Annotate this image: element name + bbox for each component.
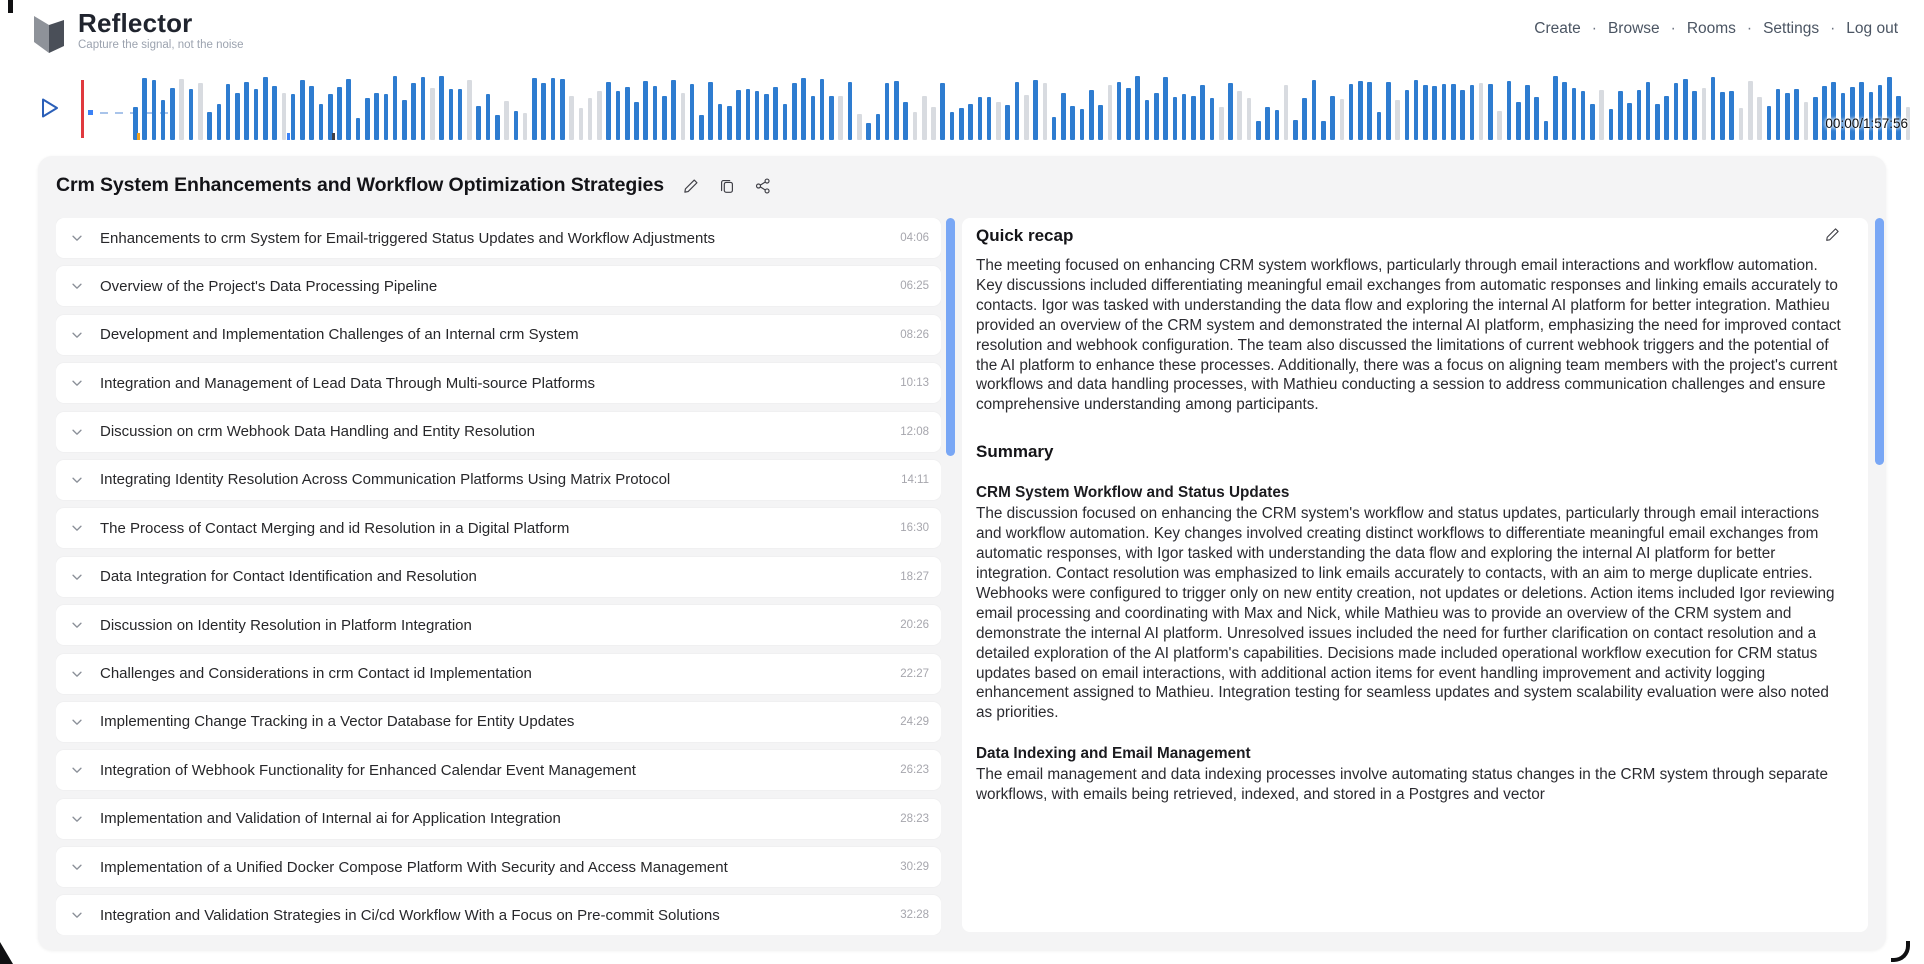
chevron-down-icon[interactable] — [70, 231, 84, 245]
waveform-bar — [1377, 112, 1382, 140]
waveform-bar — [1664, 96, 1669, 140]
waveform-bar — [1794, 89, 1799, 140]
topic-timestamp: 10:13 — [900, 377, 929, 390]
quick-recap-text: The meeting focused on enhancing CRM system workflows, particularly through email interactions and workflow automation. Key discussions included differentiating meaningful email exchanges from automatic responses and linking emails accurately to contacts. Igor was tasked with understanding the data flow and exploring the internal AI platform for better integration. Mathieu provided an overview of the CRM system and demonstrated the internal AI platform, emphasizing the need for improved contact resolution and webhook configuration. The team also discussed the limitations of current webhook triggers and the potential of the AI platform to enhance these processes. Additionally, there was a focus on aligning team members with the project's current workflows and data handling processes, with Mathieu conducting a session to address communication challenges and ensure comprehensive understanding among participants. — [976, 257, 1841, 414]
topic-timestamp: 18:27 — [900, 570, 929, 583]
chevron-down-icon[interactable] — [70, 763, 84, 777]
app-header — [28, 8, 244, 56]
waveform-bar — [1804, 102, 1809, 140]
waveform-bar — [282, 93, 287, 140]
waveform-bar — [1711, 77, 1716, 140]
waveform-bar — [1265, 107, 1270, 140]
summary-sections — [976, 484, 1842, 805]
waveform-bar — [254, 89, 259, 140]
waveform-bar — [931, 107, 936, 140]
waveform-bar — [616, 91, 621, 140]
waveform-bar — [1108, 85, 1113, 140]
app-name: Reflector — [78, 8, 193, 38]
waveform-bar — [959, 108, 964, 140]
waveform-bar — [894, 81, 899, 140]
topic-row[interactable] — [56, 605, 941, 645]
meeting-title: Crm System Enhancements and Workflow Optimization Strategies — [56, 174, 665, 196]
waveform-bar — [968, 104, 973, 140]
waveform-bar — [718, 104, 723, 140]
topic-label: Data Integration for Contact Identification and Resolution — [100, 568, 477, 586]
waveform-bar — [653, 86, 658, 140]
topic-row[interactable] — [56, 508, 941, 548]
waveform-bar — [569, 96, 574, 140]
waveform-bar — [634, 102, 639, 140]
waveform-bar — [1237, 91, 1242, 140]
waveform-bar — [838, 96, 843, 140]
waveform-bar — [671, 80, 676, 140]
waveform-bar — [1414, 80, 1419, 140]
main-nav — [1534, 20, 1898, 38]
waveform-bar — [940, 83, 945, 140]
waveform-bar — [226, 84, 231, 140]
summary-section — [976, 745, 1842, 805]
waveform-bar — [1562, 82, 1567, 140]
nav-link-settings[interactable]: Settings — [1763, 20, 1820, 37]
share-icon[interactable] — [754, 177, 772, 195]
waveform-bar — [792, 83, 797, 140]
waveform-bar — [1275, 110, 1280, 140]
waveform-bar — [1507, 81, 1512, 140]
topic-row[interactable] — [56, 750, 941, 790]
topic-label: Integration of Webhook Functionality for Enhanced Calendar Event Management — [100, 761, 636, 779]
topic-marker — [137, 133, 140, 140]
waveform-bar — [1553, 76, 1558, 140]
waveform-bar — [1720, 92, 1725, 140]
topic-timestamp: 06:25 — [900, 280, 929, 293]
waveform-bar — [1163, 77, 1168, 140]
waveform-bar — [950, 112, 955, 140]
waveform-bar — [764, 94, 769, 140]
waveform-bar — [1767, 106, 1772, 140]
waveform-bar — [1581, 91, 1586, 140]
topic-timestamp: 14:11 — [901, 473, 929, 486]
app-tagline: Capture the signal, not the noise — [78, 39, 244, 51]
waveform-bar — [662, 96, 667, 140]
waveform-bar — [346, 79, 351, 140]
waveform-bar — [272, 86, 277, 140]
waveform-bar — [1831, 82, 1836, 140]
waveform-bar — [1219, 107, 1224, 140]
waveform-bar — [1599, 90, 1604, 140]
waveform-bar — [449, 89, 454, 140]
waveform-bar — [643, 81, 648, 140]
waveform-bar — [996, 102, 1001, 140]
chevron-down-icon[interactable] — [70, 425, 84, 439]
waveform-bar — [1358, 81, 1363, 140]
chevron-down-icon[interactable] — [70, 812, 84, 826]
waveform-bar — [1405, 90, 1410, 140]
waveform-bar — [421, 77, 426, 140]
topic-timestamp: 16:30 — [900, 522, 929, 535]
waveform-bar — [876, 114, 881, 140]
waveform-bar — [1302, 98, 1307, 140]
waveform-bar — [681, 93, 686, 140]
waveform-bar — [1321, 121, 1326, 140]
waveform-bar — [1674, 83, 1679, 140]
topic-label: Overview of the Project's Data Processing Pipeline — [100, 277, 438, 295]
play-icon — [36, 109, 62, 124]
waveform-bar — [365, 98, 370, 140]
waveform-bar — [1340, 99, 1345, 140]
waveform-bar — [1293, 120, 1298, 140]
topic-label: The Process of Contact Merging and id Resolution in a Digital Platform — [100, 519, 570, 537]
waveform-bar — [1312, 80, 1317, 140]
quick-recap-title: Quick recap — [976, 226, 1074, 245]
waveform-bar — [987, 97, 992, 140]
audio-player — [0, 74, 1924, 146]
chevron-down-icon[interactable] — [70, 279, 84, 293]
meeting-title-row — [56, 174, 772, 197]
nav-separator: · — [1746, 20, 1753, 37]
waveform-bar — [1655, 104, 1660, 140]
waveform-bar — [170, 88, 175, 140]
waveform-bar — [179, 79, 184, 140]
waveform-bar — [922, 96, 927, 140]
topic-label: Implementing Change Tracking in a Vector Database for Entity Updates — [100, 713, 575, 731]
topic-label: Challenges and Considerations in crm Contact id Implementation — [100, 665, 532, 683]
waveform-bar — [1145, 100, 1150, 140]
waveform-bar — [504, 101, 509, 140]
topic-label: Discussion on crm Webhook Data Handling and Entity Resolution — [100, 423, 535, 441]
waveform-bar — [1126, 88, 1131, 140]
waveform-bar — [1525, 85, 1530, 140]
waveform-bar — [1451, 84, 1456, 140]
topic-list — [56, 218, 941, 935]
topic-row[interactable] — [56, 847, 941, 887]
waveform-bar — [773, 87, 778, 140]
waveform-bar — [411, 83, 416, 140]
waveform[interactable] — [133, 76, 1910, 140]
waveform-bar — [152, 80, 157, 140]
waveform-bar — [606, 82, 611, 140]
waveform-bar — [374, 93, 379, 140]
time-display: 00:00/1:57:56 — [1825, 116, 1908, 131]
waveform-bar — [439, 76, 444, 140]
waveform-bar — [1497, 111, 1502, 140]
waveform-bar — [1544, 121, 1549, 140]
topic-row[interactable] — [56, 460, 941, 500]
waveform-bar — [736, 90, 741, 140]
waveform-bar — [244, 82, 249, 140]
waveform-start-dot — [88, 110, 93, 115]
waveform-bar — [1776, 89, 1781, 140]
waveform-bar — [1367, 82, 1372, 140]
nav-separator: · — [1830, 20, 1836, 37]
meeting-card — [38, 156, 1886, 950]
waveform-bar — [1813, 97, 1818, 140]
topic-timestamp: 12:08 — [900, 425, 929, 438]
waveform-bar — [829, 96, 834, 140]
waveform-bar — [1284, 85, 1289, 140]
waveform-bar — [300, 80, 305, 140]
waveform-bar — [1191, 96, 1196, 140]
waveform-bar — [588, 98, 593, 140]
chevron-down-icon[interactable] — [70, 328, 84, 342]
nav-separator: · — [1591, 20, 1597, 37]
waveform-bar — [727, 106, 732, 140]
waveform-bar — [1015, 82, 1020, 140]
topic-row[interactable] — [56, 702, 941, 742]
summary-section-heading: Data Indexing and Email Management — [976, 745, 1251, 763]
waveform-bar — [291, 94, 296, 140]
waveform-bar — [801, 78, 806, 140]
waveform-bar — [1135, 76, 1140, 140]
chevron-down-icon[interactable] — [70, 618, 84, 632]
waveform-bar — [1247, 98, 1252, 140]
waveform-bar — [597, 91, 602, 140]
waveform-bar — [1748, 81, 1753, 140]
waveform-bar — [235, 93, 240, 140]
waveform-bar — [1627, 103, 1632, 140]
waveform-bar — [746, 89, 751, 140]
waveform-bar — [402, 100, 407, 140]
waveform-bar — [1098, 105, 1103, 140]
summary-section-text: The email management and data indexing processes involve automating status changes in the CRM system through separate workflows, with emails being retrieved, indexed, and stored in a Postgres and vector — [976, 766, 1829, 804]
waveform-bar — [467, 80, 472, 140]
edit-icon[interactable] — [682, 177, 700, 195]
topic-row[interactable] — [56, 266, 941, 306]
topic-row[interactable] — [56, 799, 941, 839]
waveform-bar — [430, 88, 435, 140]
waveform-bar — [1070, 106, 1075, 140]
waveform-bar — [1005, 105, 1010, 140]
topic-timestamp: 08:26 — [900, 328, 929, 341]
waveform-bar — [514, 111, 519, 140]
topic-label: Integrating Identity Resolution Across Communication Platforms Using Matrix Protocol — [100, 471, 671, 489]
waveform-bar — [486, 94, 491, 140]
summary-section — [976, 484, 1842, 723]
quick-recap-header — [976, 226, 1842, 246]
waveform-bar — [699, 115, 704, 140]
topic-label: Development and Implementation Challenges of an Internal crm System — [100, 326, 579, 344]
waveform-bar — [1739, 108, 1744, 140]
waveform-bar — [1228, 83, 1233, 140]
waveform-bar — [1200, 85, 1205, 140]
waveform-bar — [1618, 91, 1623, 140]
waveform-bar — [142, 78, 147, 140]
waveform-bar — [458, 89, 463, 140]
waveform-bar — [1692, 91, 1697, 140]
summary-panel — [962, 218, 1868, 932]
chevron-down-icon[interactable] — [70, 715, 84, 729]
waveform-bar — [1637, 90, 1642, 140]
topic-row[interactable] — [56, 218, 941, 258]
waveform-bar — [319, 104, 324, 140]
waveform-bar — [1349, 84, 1354, 140]
waveform-bar — [708, 82, 713, 140]
waveform-bar — [337, 87, 342, 140]
screen-artifact-bottom-right — [1891, 941, 1910, 962]
waveform-bar — [1432, 86, 1437, 140]
waveform-bar — [978, 97, 983, 140]
waveform-bar — [560, 79, 565, 140]
waveform-bar — [532, 78, 537, 140]
waveform-bar — [1089, 90, 1094, 140]
waveform-bar — [1173, 97, 1178, 140]
waveform-bar — [783, 104, 788, 140]
screen-artifact-bottom-left — [0, 942, 13, 964]
waveform-bar — [1460, 90, 1465, 140]
topic-label: Integration and Management of Lead Data Through Multi-source Platforms — [100, 374, 595, 392]
nav-link-rooms[interactable]: Rooms — [1686, 20, 1736, 37]
nav-separator: · — [1670, 20, 1676, 37]
waveform-bar — [309, 86, 314, 140]
summary-section-text: The discussion focused on enhancing the CRM system's workflow and status updates, particularly through email interactions and workflow automation. Key changes involved creating distinct workflows to differentiate meaningful email exchanges from automatic responses, with Igor tasked with understanding the data flow and exploring the internal AI platform for better integration. Contact resolution was emphasized to link emails accurately to contacts, with an aim to merge duplicate entries. Webhooks were configured to trigger only on new entity creation, not updates or deletions. Action items included Igor reviewing email processing and coordinating with Max and Nick, while Mathieu was to provide an overview of the CRM system and demonstrate the internal AI platform. Unresolved issues included the need for further clarification on contact resolution and a detailed exploration of the AI platform's capabilities. Decisions made included operational workflow execution for CRM status updates based on email interactions, with additional action items for event handling improvement and activity logging enhancement assigned to Mathieu. Integration testing for seamless updates and system scalability evaluation were also noted as priorities. — [976, 505, 1835, 722]
waveform-bar — [523, 113, 528, 140]
waveform-bar — [857, 114, 862, 140]
topic-label: Enhancements to crm System for Email-triggered Status Updates and Workflow Adjustments — [100, 229, 715, 247]
waveform-bar — [755, 91, 760, 140]
waveform-bar — [1479, 83, 1484, 140]
chevron-down-icon[interactable] — [70, 667, 84, 681]
waveform-bar — [393, 76, 398, 140]
waveform-bar — [1609, 109, 1614, 140]
waveform-bar — [866, 123, 871, 140]
waveform-bar — [913, 112, 918, 140]
chevron-down-icon[interactable] — [70, 473, 84, 487]
play-button[interactable] — [34, 94, 64, 124]
topic-row[interactable] — [56, 654, 941, 694]
waveform-bar — [198, 83, 203, 140]
waveform-bar — [1572, 88, 1577, 140]
waveform-bar — [1080, 109, 1085, 140]
waveform-bar — [1729, 91, 1734, 140]
reflector-logo-icon[interactable] — [28, 8, 68, 56]
waveform-bar — [161, 100, 166, 140]
waveform-bar — [1683, 79, 1688, 140]
topic-label: Implementation of a Unified Docker Compose Platform With Security and Access Management — [100, 858, 728, 876]
waveform-bar — [625, 87, 630, 140]
waveform-bar — [476, 106, 481, 140]
topics-scrollbar[interactable] — [946, 218, 955, 456]
waveform-bar — [1043, 83, 1048, 140]
brand — [78, 8, 244, 51]
waveform-bar — [356, 118, 361, 140]
screen-artifact-top-left — [8, 0, 13, 13]
topic-timestamp: 30:29 — [900, 861, 929, 874]
waveform-bar — [1516, 102, 1521, 140]
summary-scrollbar[interactable] — [1875, 218, 1884, 465]
waveform-bar — [820, 79, 825, 140]
chevron-down-icon[interactable] — [70, 570, 84, 584]
waveform-bar — [263, 77, 268, 140]
topic-timestamp: 32:28 — [900, 909, 929, 922]
edit-icon[interactable] — [1824, 226, 1842, 244]
waveform-bar — [1033, 80, 1038, 140]
waveform-bar — [207, 112, 212, 140]
playhead-cursor[interactable] — [81, 80, 84, 138]
chevron-down-icon[interactable] — [70, 860, 84, 874]
topic-timestamp: 28:23 — [900, 812, 929, 825]
waveform-bar — [1061, 93, 1066, 140]
chevron-down-icon[interactable] — [70, 908, 84, 922]
waveform-bar — [1024, 95, 1029, 140]
waveform-bar — [1850, 87, 1855, 140]
waveform-bar — [189, 89, 194, 140]
waveform-bar — [1117, 82, 1122, 140]
topic-label: Integration and Validation Strategies in Ci/cd Workflow With a Focus on Pre-commit Solutions — [100, 906, 720, 924]
waveform-bar — [1702, 88, 1707, 140]
topic-timestamp: 20:26 — [900, 619, 929, 632]
copy-icon[interactable] — [718, 177, 736, 195]
waveform-bar — [1154, 93, 1159, 140]
topic-label: Discussion on Identity Resolution in Platform Integration — [100, 616, 472, 634]
waveform-bar — [495, 115, 500, 140]
waveform-bar — [1822, 86, 1827, 140]
waveform-bar — [1442, 84, 1447, 140]
topic-marker — [287, 133, 290, 140]
topic-row[interactable] — [56, 363, 941, 403]
waveform-bar — [1859, 82, 1864, 140]
waveform-bar — [1646, 82, 1651, 140]
waveform-bar — [1386, 82, 1391, 140]
summary-title: Summary — [976, 442, 1054, 462]
topic-timestamp: 24:29 — [900, 715, 929, 728]
waveform-bar — [1878, 85, 1883, 140]
waveform-bar — [1395, 100, 1400, 140]
waveform-bar — [541, 83, 546, 140]
waveform-bar — [1423, 85, 1428, 140]
topic-timestamp: 04:06 — [900, 232, 929, 244]
waveform-bar — [551, 78, 556, 140]
nav-link-browse[interactable]: Browse — [1607, 20, 1660, 37]
topic-row[interactable] — [56, 895, 941, 935]
waveform-bar — [1534, 97, 1539, 140]
waveform-bar — [1210, 98, 1215, 140]
waveform-bar — [885, 83, 890, 140]
waveform-bar — [217, 104, 222, 140]
chevron-down-icon[interactable] — [70, 376, 84, 390]
topic-label: Implementation and Validation of Internal ai for Application Integration — [100, 810, 561, 828]
waveform-bar — [1256, 121, 1261, 140]
waveform-bar — [690, 84, 695, 140]
waveform-bar — [579, 108, 584, 140]
nav-link-create[interactable]: Create — [1534, 20, 1581, 37]
topic-timestamp: 26:23 — [900, 764, 929, 777]
topic-timestamp: 22:27 — [900, 667, 929, 680]
waveform-bar — [1488, 84, 1493, 140]
topic-row[interactable] — [56, 412, 941, 452]
waveform-bar — [848, 82, 853, 140]
chevron-down-icon[interactable] — [70, 521, 84, 535]
waveform-bar — [1757, 97, 1762, 140]
waveform-bar — [1052, 117, 1057, 140]
topic-row[interactable] — [56, 557, 941, 597]
topic-row[interactable] — [56, 315, 941, 355]
waveform-bar — [1785, 93, 1790, 140]
waveform-bar — [1470, 85, 1475, 140]
summary-section-heading: CRM System Workflow and Status Updates — [976, 484, 1290, 502]
waveform-bar — [1330, 96, 1335, 140]
waveform-bar — [811, 96, 816, 140]
waveform-bar — [384, 94, 389, 140]
topic-marker — [332, 133, 335, 140]
waveform-bar — [903, 102, 908, 140]
waveform-bar — [1182, 94, 1187, 140]
nav-link-log-out[interactable]: Log out — [1846, 20, 1898, 37]
waveform-bar — [1590, 104, 1595, 140]
